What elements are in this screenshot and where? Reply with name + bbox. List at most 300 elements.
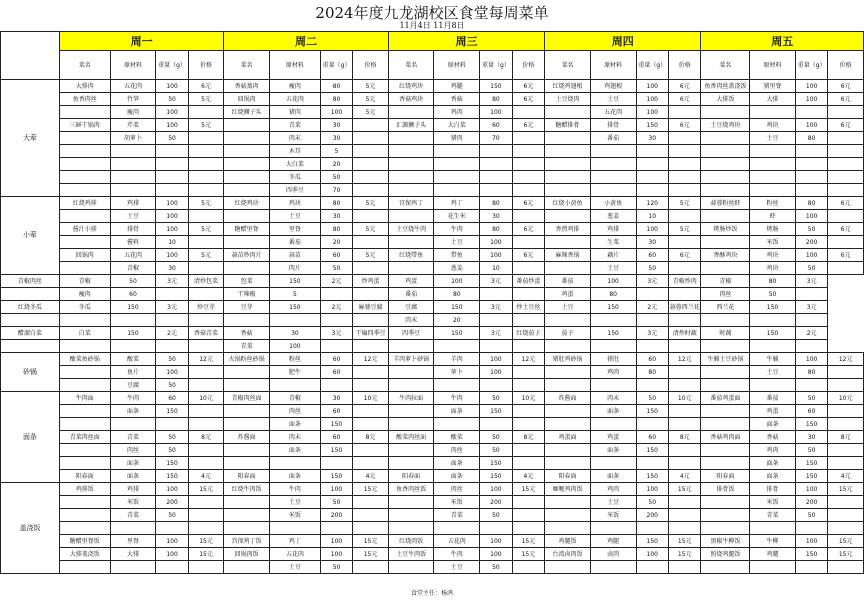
weight-cell [750, 314, 796, 327]
dish-name-cell: 阳春面 [388, 470, 434, 483]
dish-name-cell [224, 444, 270, 457]
table-row [1, 210, 864, 223]
weight-cell: 20 [320, 158, 352, 171]
weight-cell: 80 [590, 288, 636, 301]
ingredient-cell: 藕片 [590, 249, 636, 262]
weight-cell: 80 [795, 366, 827, 379]
price-cell [320, 340, 352, 353]
price-cell [828, 496, 864, 509]
price-cell: 8元 [188, 431, 224, 444]
price-cell [636, 340, 668, 353]
dish-name-cell [224, 262, 270, 275]
day-header: 周二 [224, 32, 388, 51]
ingredient-cell: 番茄 [545, 275, 591, 288]
price-cell: 6元 [512, 93, 544, 106]
ingredient-cell: 白菜 [59, 327, 110, 340]
price-cell: 15元 [353, 548, 389, 561]
dish-name-cell: 土豆牛肉饭 [388, 548, 434, 561]
ingredient-cell: 土豆 [750, 366, 796, 379]
table-row [1, 509, 864, 522]
weight-cell: 60 [320, 431, 352, 444]
weight-cell: 80 [750, 275, 796, 288]
price-cell [353, 132, 389, 145]
price-cell: 6元 [828, 93, 864, 106]
weight-cell: 5 [270, 288, 321, 301]
weight-cell [156, 184, 188, 197]
weight-cell: 100 [480, 366, 512, 379]
column-header: 菜名 [545, 51, 591, 80]
table-row [1, 470, 864, 483]
price-cell [188, 145, 224, 158]
ingredient-cell: 蒜苗 [270, 249, 321, 262]
price-cell: 15元 [188, 535, 224, 548]
price-cell: 6元 [668, 119, 700, 132]
weight-cell: 60 [636, 431, 668, 444]
dish-name-cell [701, 158, 750, 171]
weight-cell: 30 [156, 262, 188, 275]
weight-cell: 50 [156, 132, 188, 145]
ingredient-cell [590, 522, 636, 535]
ingredient-cell: 冬瓜 [59, 301, 110, 314]
column-header: 重量（g） [480, 51, 512, 80]
day-header: 周三 [388, 32, 544, 51]
price-cell [512, 418, 544, 431]
ingredient-cell: 面条 [434, 405, 480, 418]
ingredient-cell [224, 314, 270, 327]
dish-name-cell: 阳春面 [545, 470, 591, 483]
menu-table-container [0, 31, 864, 574]
table-row [1, 522, 864, 535]
table-row [1, 106, 864, 119]
weight-cell: 60 [110, 288, 156, 301]
ingredient-cell: 肉丝 [270, 405, 321, 418]
ingredient-cell: 小黄鱼 [590, 197, 636, 210]
price-cell [828, 457, 864, 470]
weight-cell: 50 [795, 223, 827, 236]
dish-name-cell: 台湾卤肉饭 [545, 548, 591, 561]
ingredient-cell: 香菇 [434, 93, 480, 106]
ingredient-cell: 牛肉 [270, 483, 321, 496]
price-cell [320, 288, 352, 301]
dish-name-cell: 宫保鸡丁 [388, 197, 434, 210]
weight-cell: 100 [480, 236, 512, 249]
price-cell [668, 418, 700, 431]
dish-name-cell [59, 457, 110, 470]
weight-cell [750, 340, 796, 353]
table-row [1, 158, 864, 171]
weight-cell: 50 [480, 444, 512, 457]
price-cell: 3元 [480, 275, 512, 288]
price-cell: 3元 [636, 327, 668, 340]
weight-cell: 10 [480, 262, 512, 275]
table-row [1, 379, 864, 392]
dish-name-cell [59, 561, 110, 574]
ingredient-cell [434, 418, 480, 431]
ingredient-cell: 冬瓜 [270, 171, 321, 184]
meal-group-label: 大荤 [1, 80, 60, 197]
weight-cell: 80 [480, 93, 512, 106]
price-cell: 12元 [512, 353, 544, 366]
ingredient-cell: 肉片 [270, 262, 321, 275]
dish-name-cell: 青椒肉丝面 [224, 392, 270, 405]
weight-cell: 100 [156, 548, 188, 561]
weight-cell: 50 [156, 509, 188, 522]
weight-cell: 100 [636, 93, 668, 106]
price-cell: 4元 [668, 470, 700, 483]
weight-cell [480, 171, 512, 184]
weight-cell: 150 [636, 535, 668, 548]
price-cell [828, 158, 864, 171]
weight-cell: 80 [320, 93, 352, 106]
weight-cell: 100 [480, 548, 512, 561]
column-header: 价格 [188, 51, 224, 80]
dish-name-cell [388, 379, 434, 392]
table-row [1, 561, 864, 574]
ingredient-cell [750, 184, 796, 197]
dish-name-cell [545, 509, 591, 522]
dish-name-cell: 红烧鸡块 [224, 197, 270, 210]
day-header: 周四 [545, 32, 701, 51]
ingredient-cell: 粉丝 [750, 197, 796, 210]
price-cell: 4元 [353, 470, 389, 483]
weight-cell: 100 [636, 223, 668, 236]
weight-cell [480, 158, 512, 171]
price-cell: 6元 [828, 197, 864, 210]
weight-cell: 150 [636, 119, 668, 132]
ingredient-cell: 鸡块 [270, 197, 321, 210]
ingredient-cell [750, 171, 796, 184]
ingredient-cell: 肉丝 [434, 483, 480, 496]
dish-name-cell [388, 262, 434, 275]
price-cell: 15元 [512, 548, 544, 561]
weight-cell: 70 [320, 184, 352, 197]
ingredient-cell [590, 418, 636, 431]
price-cell [188, 236, 224, 249]
dish-name-cell: 红烧鸡块 [388, 80, 434, 93]
dish-name-cell: 红烧狮子头 [224, 106, 270, 119]
dish-name-cell [545, 457, 591, 470]
dish-name-cell [59, 379, 110, 392]
ingredient-cell [270, 522, 321, 535]
weight-cell: 100 [156, 210, 188, 223]
table-row [1, 418, 864, 431]
price-cell [353, 379, 389, 392]
ingredient-cell: 粉丝 [270, 353, 321, 366]
ingredient-cell: 五花肉 [590, 106, 636, 119]
price-cell [512, 457, 544, 470]
dish-name-cell: 番茄鸡蛋面 [701, 392, 750, 405]
dish-name-cell: 大排饭 [701, 93, 750, 106]
dish-name-cell: 蒜苗炒肉片 [224, 249, 270, 262]
price-cell [353, 158, 389, 171]
dish-name-cell [59, 418, 110, 431]
weight-cell: 200 [795, 496, 827, 509]
weight-cell: 100 [795, 80, 827, 93]
weight-cell: 50 [320, 171, 352, 184]
ingredient-cell [110, 418, 156, 431]
weight-cell: 100 [480, 249, 512, 262]
price-cell [188, 509, 224, 522]
dish-name-cell [1, 288, 60, 301]
weight-cell: 150 [270, 275, 321, 288]
ingredient-cell: 四季豆 [388, 327, 434, 340]
dish-name-cell [701, 379, 750, 392]
ingredient-cell: 面条 [590, 405, 636, 418]
column-header: 原材料 [110, 51, 156, 80]
ingredient-cell: 牛柳 [750, 535, 796, 548]
ingredient-cell: 大白菜 [434, 119, 480, 132]
price-cell [512, 171, 544, 184]
dish-name-cell [388, 522, 434, 535]
weight-cell: 20 [320, 236, 352, 249]
ingredient-cell: 土豆 [110, 210, 156, 223]
weight-cell: 50 [636, 392, 668, 405]
price-cell [353, 457, 389, 470]
price-cell [353, 262, 389, 275]
ingredient-cell: 猪肉 [434, 132, 480, 145]
price-cell [828, 509, 864, 522]
weight-cell: 100 [320, 106, 352, 119]
weight-cell: 150 [795, 418, 827, 431]
dish-name-cell [701, 444, 750, 457]
weight-cell: 150 [434, 327, 480, 340]
ingredient-cell [270, 379, 321, 392]
price-cell [188, 561, 224, 574]
dish-name-cell [701, 509, 750, 522]
dish-name-cell [59, 171, 110, 184]
ingredient-cell: 肉末 [270, 132, 321, 145]
weight-cell: 150 [795, 470, 827, 483]
price-cell: 15元 [668, 535, 700, 548]
price-cell: 6元 [828, 249, 864, 262]
price-cell: 6元 [828, 223, 864, 236]
dish-name-cell [545, 379, 591, 392]
price-cell: 10元 [828, 392, 864, 405]
dish-name-cell [59, 132, 110, 145]
ingredient-cell: 胡萝卜 [110, 132, 156, 145]
ingredient-cell: 鸡排 [590, 223, 636, 236]
weight-cell: 100 [795, 353, 827, 366]
table-row [1, 405, 864, 418]
column-header: 价格 [512, 51, 544, 80]
price-cell [512, 210, 544, 223]
ingredient-cell [590, 158, 636, 171]
column-header: 价格 [353, 51, 389, 80]
price-cell [353, 119, 389, 132]
weight-cell: 100 [320, 483, 352, 496]
weight-cell: 50 [795, 262, 827, 275]
price-cell: 15元 [188, 548, 224, 561]
weight-cell: 80 [320, 223, 352, 236]
dish-name-cell: 炒土豆丝 [512, 301, 544, 314]
weight-cell: 5 [320, 145, 352, 158]
ingredient-cell: 肉丝 [110, 444, 156, 457]
dish-name-cell: 羊肉萝卜砂锅 [388, 353, 434, 366]
price-cell [668, 171, 700, 184]
weight-cell: 200 [795, 236, 827, 249]
dish-name-cell [701, 210, 750, 223]
weight-cell: 50 [480, 431, 512, 444]
ingredient-cell: 西兰花 [701, 301, 750, 314]
dish-name-cell [188, 288, 224, 301]
weight-cell: 50 [795, 392, 827, 405]
weight-cell: 150 [320, 418, 352, 431]
dish-name-cell [701, 145, 750, 158]
weight-cell [480, 145, 512, 158]
table-row [1, 392, 864, 405]
ingredient-cell: 干辣椒 [224, 288, 270, 301]
price-cell [828, 418, 864, 431]
dish-name-cell: 红烧鸡翅根 [545, 80, 591, 93]
dish-name-cell: 大排盖浇饭 [59, 548, 110, 561]
price-cell [188, 444, 224, 457]
price-cell [668, 509, 700, 522]
table-row [1, 145, 864, 158]
price-cell [353, 561, 389, 574]
ingredient-cell: 花生米 [434, 210, 480, 223]
dish-name-cell [701, 405, 750, 418]
table-row [1, 483, 864, 496]
table-row [1, 340, 864, 353]
price-cell: 15元 [188, 483, 224, 496]
weight-cell: 100 [636, 548, 668, 561]
weight-cell: 50 [480, 509, 512, 522]
weight-cell: 30 [320, 392, 352, 405]
ingredient-cell: 鸡肉 [750, 444, 796, 457]
dish-name-cell: 土豆烧牛肉 [388, 223, 434, 236]
weight-cell: 100 [434, 275, 480, 288]
price-cell [512, 145, 544, 158]
weight-cell: 150 [590, 327, 636, 340]
price-cell: 15元 [828, 483, 864, 496]
table-row [1, 262, 864, 275]
ingredient-cell: 卤肉 [590, 548, 636, 561]
weight-cell: 100 [270, 340, 321, 353]
price-cell: 5元 [668, 197, 700, 210]
weight-cell: 150 [320, 444, 352, 457]
price-cell [668, 210, 700, 223]
weight-cell: 150 [795, 457, 827, 470]
weight-cell: 100 [480, 353, 512, 366]
ingredient-cell: 番茄 [388, 288, 434, 301]
column-header: 原材料 [590, 51, 636, 80]
ingredient-cell: 大白菜 [270, 158, 321, 171]
price-cell: 3元 [156, 301, 188, 314]
price-cell [512, 379, 544, 392]
weight-cell [270, 314, 321, 327]
weight-cell: 60 [320, 353, 352, 366]
dish-name-cell: 红烧小黄鱼 [545, 197, 591, 210]
dish-name-cell: 鱼香肉丝饭 [388, 483, 434, 496]
price-cell: 15元 [353, 535, 389, 548]
price-cell [668, 457, 700, 470]
weight-cell: 100 [156, 80, 188, 93]
price-cell: 5元 [353, 249, 389, 262]
weight-cell: 60 [480, 119, 512, 132]
price-cell [795, 288, 827, 301]
dish-name-cell [388, 405, 434, 418]
price-cell: 8元 [353, 431, 389, 444]
price-cell: 2元 [320, 275, 352, 288]
ingredient-cell: 肉末 [590, 392, 636, 405]
price-cell [828, 106, 864, 119]
price-cell [188, 158, 224, 171]
dish-name-cell [512, 340, 544, 353]
dish-name-cell [1, 340, 60, 353]
dish-name-cell: 麻辣香锅 [545, 249, 591, 262]
dish-name-cell [224, 379, 270, 392]
dish-name-cell: 香菇鸡肉面 [701, 431, 750, 444]
price-cell: 5元 [353, 197, 389, 210]
weight-cell: 50 [156, 93, 188, 106]
footer-signature: 食堂主任：杨鸿 [410, 590, 453, 597]
column-header: 价格 [828, 51, 864, 80]
dish-name-cell [701, 366, 750, 379]
dish-name-cell [701, 262, 750, 275]
price-cell [512, 158, 544, 171]
weight-cell: 100 [156, 223, 188, 236]
ingredient-cell: 面条 [750, 418, 796, 431]
dish-name-cell: 蒜蓉西兰花 [668, 301, 700, 314]
weight-cell: 150 [750, 327, 796, 340]
dish-name-cell [59, 496, 110, 509]
column-header: 菜名 [224, 51, 270, 80]
weight-cell: 60 [320, 366, 352, 379]
dish-name-cell [224, 418, 270, 431]
ingredient-cell: 香菇 [750, 431, 796, 444]
ingredient-cell: 肉丝 [434, 444, 480, 457]
price-cell: 15元 [512, 535, 544, 548]
dish-name-cell: 回锅肉饭 [224, 548, 270, 561]
price-cell: 10元 [188, 392, 224, 405]
dish-name-cell [701, 132, 750, 145]
ingredient-cell: 五花肉 [110, 249, 156, 262]
dish-name-cell: 青菜肉丝面 [59, 431, 110, 444]
ingredient-cell: 葱姜 [434, 262, 480, 275]
ingredient-cell: 面条 [750, 457, 796, 470]
ingredient-cell: 带鱼 [434, 249, 480, 262]
ingredient-cell: 土豆 [750, 132, 796, 145]
price-cell [668, 145, 700, 158]
ingredient-cell: 大排 [750, 93, 796, 106]
table-row [1, 275, 864, 288]
weight-cell [636, 158, 668, 171]
weight-cell: 150 [434, 301, 480, 314]
price-cell [512, 262, 544, 275]
dish-name-cell [224, 405, 270, 418]
price-cell [353, 236, 389, 249]
ingredient-cell: 牛肉 [434, 548, 480, 561]
dish-name-cell [512, 288, 544, 301]
ingredient-cell: 青菜 [110, 509, 156, 522]
dish-name-cell [224, 210, 270, 223]
weight-cell: 150 [480, 470, 512, 483]
table-row [1, 223, 864, 236]
dish-name-cell: 大排肉 [59, 80, 110, 93]
weight-cell: 100 [795, 119, 827, 132]
weight-cell [156, 522, 188, 535]
weight-cell [434, 340, 480, 353]
weight-cell: 50 [636, 496, 668, 509]
ingredient-cell [750, 158, 796, 171]
ingredient-cell [59, 314, 110, 327]
dish-name-cell [701, 184, 750, 197]
dish-name-cell: 照烧鸡腿饭 [701, 548, 750, 561]
weight-cell [320, 379, 352, 392]
weight-cell [795, 158, 827, 171]
price-cell: 6元 [828, 80, 864, 93]
weight-cell: 20 [434, 314, 480, 327]
